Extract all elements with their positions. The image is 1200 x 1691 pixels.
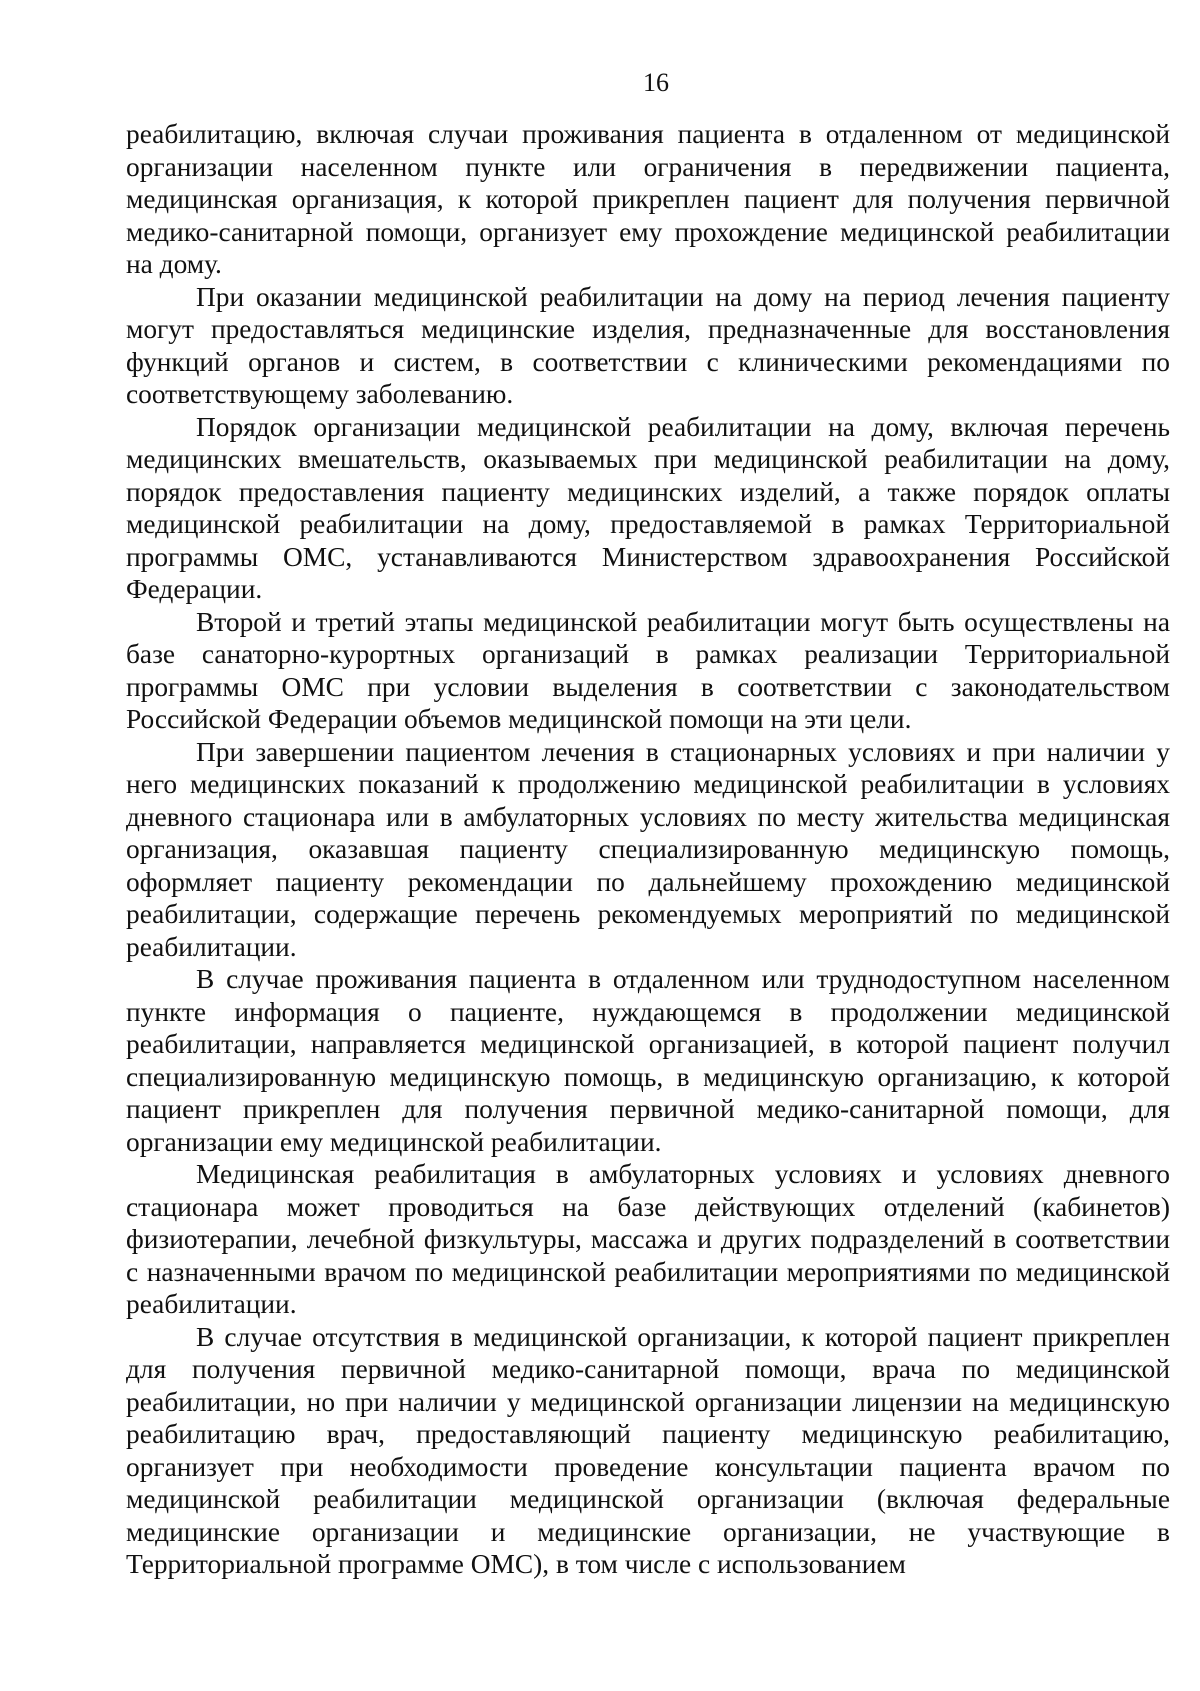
paragraph-outpatient-rehab: Медицинская реабилитация в амбулаторных условиях и условиях дневного стационара может проводиться на базе действующих отделений (кабинетов) физиотерапии, лечебной физкультуры, массажа и других подразделений в соответствии с назначенными врачом по медицинской реабилитации мероприятиями по медицинской реабилитации.: [126, 1159, 1170, 1319]
paragraph-sanatorium-stages: Второй и третий этапы медицинской реабилитации могут быть осуществлены на базе санаторно-курортных организаций в рамках реализации Территориальной программы ОМС при условии выделения в соответствии с законодательством Российской Федерации объемов медицинской помощи на эти цели.: [126, 606, 1170, 734]
paragraph-remote-residence: В случае проживания пациента в отдаленном или труднодоступном населенном пункте информация о пациенте, нуждающемся в продолжении медицинской реабилитации, направляется медицинской организацией, в которой пациент получил специализированную медицинскую помощь, в медицинскую организацию, к которой пациент прикреплен для получения первичной медико-санитарной помощи, для организации ему медицинской реабилитации.: [126, 964, 1170, 1157]
document-body: [126, 118, 1170, 1581]
paragraph-home-rehab-procedure: Порядок организации медицинской реабилитации на дому, включая перечень медицинских вмешательств, оказываемых при медицинской реабилитации на дому, порядок предоставления пациенту медицинских изделий, а также порядок оплаты медицинской реабилитации на дому, предоставляемой в рамках Территориальной программы ОМС, устанавливаются Министерством здравоохранения Российской Федерации.: [126, 411, 1170, 604]
page-number: 16: [643, 68, 669, 97]
paragraph-home-rehab-devices: При оказании медицинской реабилитации на дому на период лечения пациенту могут предоставляться медицинские изделия, предназначенные для восстановления функций органов и систем, в соответствии с клиническими рекомендациями по соответствующему заболеванию.: [126, 281, 1170, 409]
paragraph-no-rehab-doctor: В случае отсутствия в медицинской организации, к которой пациент прикреплен для получения первичной медико-санитарной помощи, врача по медицинской реабилитации, но при наличии у медицинской организации лицензии на медицинскую реабилитацию врач, предоставляющий пациенту медицинскую реабилитацию, организует при необходимости проведение консультации пациента врачом по медицинской реабилитации медицинской организации (включая федеральные медицинские организации и медицинские организации, не участвующие в Территориальной программе ОМС), в том числе с использованием: [126, 1321, 1170, 1579]
paragraph-continuation: реабилитацию, включая случаи проживания пациента в отдаленном от медицинской организации населенном пункте или ограничения в передвижении пациента, медицинская организация, к которой прикреплен пациент для получения первичной медико-санитарной помощи, организует ему прохождение медицинской реабилитации на дому.: [126, 119, 1170, 279]
paragraph-discharge-recommendations: При завершении пациентом лечения в стационарных условиях и при наличии у него медицинских показаний к продолжению медицинской реабилитации в условиях дневного стационара или в амбулаторных условиях по месту жительства медицинская организация, оказавшая пациенту специализированную медицинскую помощь, оформляет пациенту рекомендации по дальнейшему прохождению медицинской реабилитации, содержащие перечень рекомендуемых мероприятий по медицинской реабилитации.: [126, 736, 1170, 962]
